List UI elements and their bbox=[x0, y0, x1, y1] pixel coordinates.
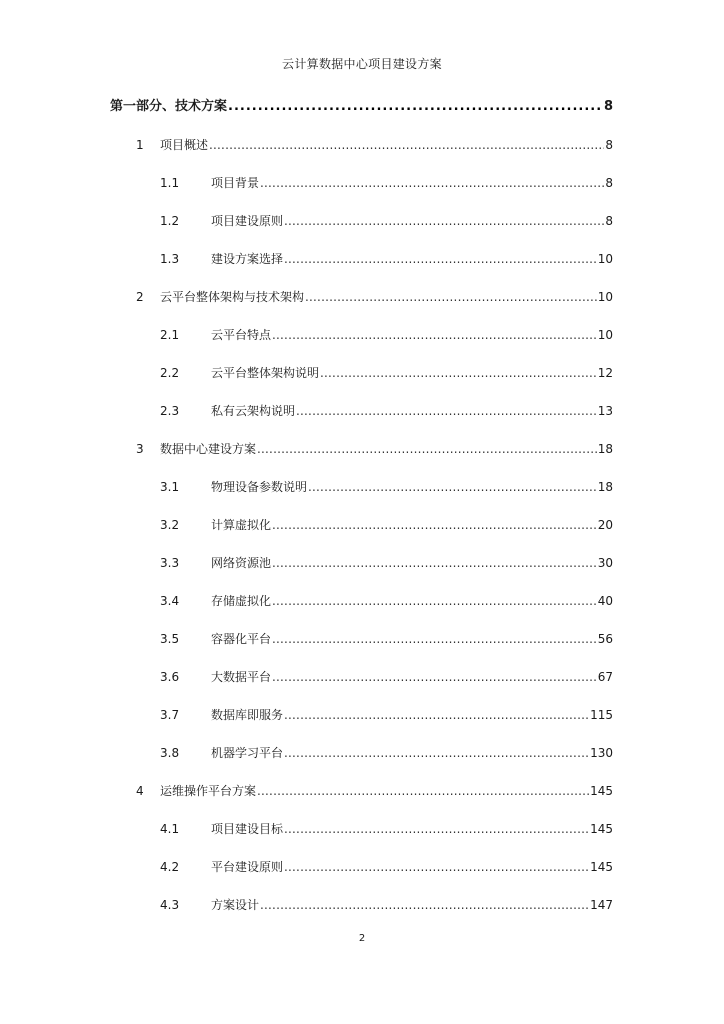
toc-entry-title: 存储虚拟化 bbox=[211, 594, 272, 608]
toc-entry[interactable] bbox=[136, 441, 613, 457]
toc-entry-title: 网络资源池 bbox=[211, 556, 272, 570]
toc-dot-leader bbox=[296, 403, 597, 419]
toc-entry-number: 1 bbox=[136, 138, 144, 152]
toc-dot-leader bbox=[284, 821, 589, 837]
toc-dot-leader bbox=[308, 479, 597, 495]
toc-dot-leader bbox=[228, 99, 603, 115]
toc-entry[interactable] bbox=[160, 365, 613, 381]
toc-entry-title: 数据库即服务 bbox=[211, 708, 284, 722]
toc-entry-number: 1.2 bbox=[160, 214, 180, 228]
toc-entry-number: 3.7 bbox=[160, 708, 180, 722]
toc-entry-title: 云平台整体架构说明 bbox=[211, 366, 320, 380]
toc-entry-page: 56 bbox=[597, 632, 613, 646]
toc-dot-leader bbox=[260, 897, 589, 913]
toc-entry-page: 8 bbox=[605, 176, 613, 190]
toc-entry-title: 项目概述 bbox=[160, 138, 209, 152]
toc-entry-page: 147 bbox=[590, 898, 613, 912]
toc-entry-page: 67 bbox=[597, 670, 613, 684]
toc-dot-leader bbox=[320, 365, 597, 381]
toc-entry-page: 8 bbox=[605, 214, 613, 228]
toc-entry-title: 项目建设原则 bbox=[211, 214, 284, 228]
document-header-title: 云计算数据中心项目建设方案 bbox=[282, 57, 442, 71]
toc-entry-title: 大数据平台 bbox=[211, 670, 272, 684]
toc-entry-page: 40 bbox=[597, 594, 613, 608]
toc-entry-page: 145 bbox=[590, 784, 613, 798]
toc-part-entry[interactable] bbox=[110, 99, 613, 115]
toc-entry-page: 8 bbox=[603, 99, 613, 114]
toc-entry[interactable] bbox=[160, 175, 613, 191]
toc-entry-page: 145 bbox=[590, 860, 613, 874]
toc-entry-number: 4.2 bbox=[160, 860, 180, 874]
toc-dot-leader bbox=[260, 175, 604, 191]
toc-entry-number: 3.2 bbox=[160, 518, 180, 532]
toc-entry-title: 运维操作平台方案 bbox=[160, 784, 257, 798]
toc-entry[interactable] bbox=[160, 213, 613, 229]
toc-entry[interactable] bbox=[160, 897, 613, 913]
page-number: 2 bbox=[358, 933, 366, 944]
toc-entry[interactable] bbox=[160, 669, 613, 685]
toc-dot-leader bbox=[284, 707, 589, 723]
toc-dot-leader bbox=[284, 213, 604, 229]
toc-entry-number: 3.1 bbox=[160, 480, 180, 494]
toc-entry[interactable] bbox=[136, 137, 613, 153]
toc-entry[interactable] bbox=[160, 555, 613, 571]
toc-entry-number: 2.1 bbox=[160, 328, 180, 342]
toc-entry-page: 10 bbox=[597, 252, 613, 266]
toc-dot-leader bbox=[272, 631, 597, 647]
toc-entry-number: 3.8 bbox=[160, 746, 180, 760]
toc-entry-title: 云平台整体架构与技术架构 bbox=[160, 290, 305, 304]
toc-entry[interactable] bbox=[160, 517, 613, 533]
toc-entry-page: 130 bbox=[590, 746, 613, 760]
toc-dot-leader bbox=[272, 669, 597, 685]
toc-entry[interactable] bbox=[160, 593, 613, 609]
toc-dot-leader bbox=[209, 137, 604, 153]
toc-dot-leader bbox=[257, 441, 597, 457]
toc-entry-page: 115 bbox=[590, 708, 613, 722]
toc-entry-title: 云平台特点 bbox=[211, 328, 272, 342]
toc-entry-number: 3.3 bbox=[160, 556, 180, 570]
toc-entry-page: 12 bbox=[597, 366, 613, 380]
toc-entry-number: 2 bbox=[136, 290, 144, 304]
toc-dot-leader bbox=[272, 593, 597, 609]
toc-entry-number: 1.1 bbox=[160, 176, 180, 190]
toc-entry-page: 20 bbox=[597, 518, 613, 532]
toc-entry-title: 方案设计 bbox=[211, 898, 260, 912]
toc-entry-title: 建设方案选择 bbox=[211, 252, 284, 266]
toc-entry[interactable] bbox=[160, 403, 613, 419]
toc-entry-page: 18 bbox=[597, 442, 613, 456]
toc-entry-page: 10 bbox=[597, 328, 613, 342]
toc-dot-leader bbox=[284, 251, 597, 267]
toc-entry-title: 物理设备参数说明 bbox=[211, 480, 308, 494]
toc-entry-number: 3.5 bbox=[160, 632, 180, 646]
toc-dot-leader bbox=[272, 327, 597, 343]
toc-entry[interactable] bbox=[160, 251, 613, 267]
toc-dot-leader bbox=[272, 555, 597, 571]
toc-entry-number: 3 bbox=[136, 442, 144, 456]
toc-entry-number: 4.1 bbox=[160, 822, 180, 836]
toc-entry[interactable] bbox=[160, 707, 613, 723]
toc-dot-leader bbox=[284, 745, 589, 761]
toc-entry-title: 项目建设目标 bbox=[211, 822, 284, 836]
toc-dot-leader bbox=[272, 517, 597, 533]
toc-dot-leader bbox=[305, 289, 597, 305]
toc-entry[interactable] bbox=[160, 631, 613, 647]
toc-entry-title: 第一部分、技术方案 bbox=[110, 99, 228, 114]
toc-entry-number: 2.2 bbox=[160, 366, 180, 380]
toc-entry[interactable] bbox=[160, 821, 613, 837]
toc-entry-title: 项目背景 bbox=[211, 176, 260, 190]
toc-entry-page: 18 bbox=[597, 480, 613, 494]
toc-entry-number: 3.4 bbox=[160, 594, 180, 608]
toc-entry-title: 机器学习平台 bbox=[211, 746, 284, 760]
toc-dot-leader bbox=[284, 859, 589, 875]
toc-entry[interactable] bbox=[160, 745, 613, 761]
toc-entry-title: 计算虚拟化 bbox=[211, 518, 272, 532]
toc-entry-number: 1.3 bbox=[160, 252, 180, 266]
toc-entry-number: 2.3 bbox=[160, 404, 180, 418]
toc-entry-title: 私有云架构说明 bbox=[211, 404, 296, 418]
toc-entry-title: 数据中心建设方案 bbox=[160, 442, 257, 456]
toc-entry[interactable] bbox=[136, 783, 613, 799]
toc-entry[interactable] bbox=[160, 327, 613, 343]
toc-entry[interactable] bbox=[160, 859, 613, 875]
toc-entry-page: 8 bbox=[605, 138, 613, 152]
toc-entry-number: 3.6 bbox=[160, 670, 180, 684]
toc-entry[interactable] bbox=[160, 479, 613, 495]
toc-entry[interactable] bbox=[136, 289, 613, 305]
toc-entry-number: 4.3 bbox=[160, 898, 180, 912]
toc-entry-page: 13 bbox=[597, 404, 613, 418]
toc-dot-leader bbox=[257, 783, 589, 799]
toc-entry-title: 平台建设原则 bbox=[211, 860, 284, 874]
toc-entry-page: 10 bbox=[597, 290, 613, 304]
toc-entry-page: 30 bbox=[597, 556, 613, 570]
toc-entry-title: 容器化平台 bbox=[211, 632, 272, 646]
toc-entry-page: 145 bbox=[590, 822, 613, 836]
toc-entry-number: 4 bbox=[136, 784, 144, 798]
